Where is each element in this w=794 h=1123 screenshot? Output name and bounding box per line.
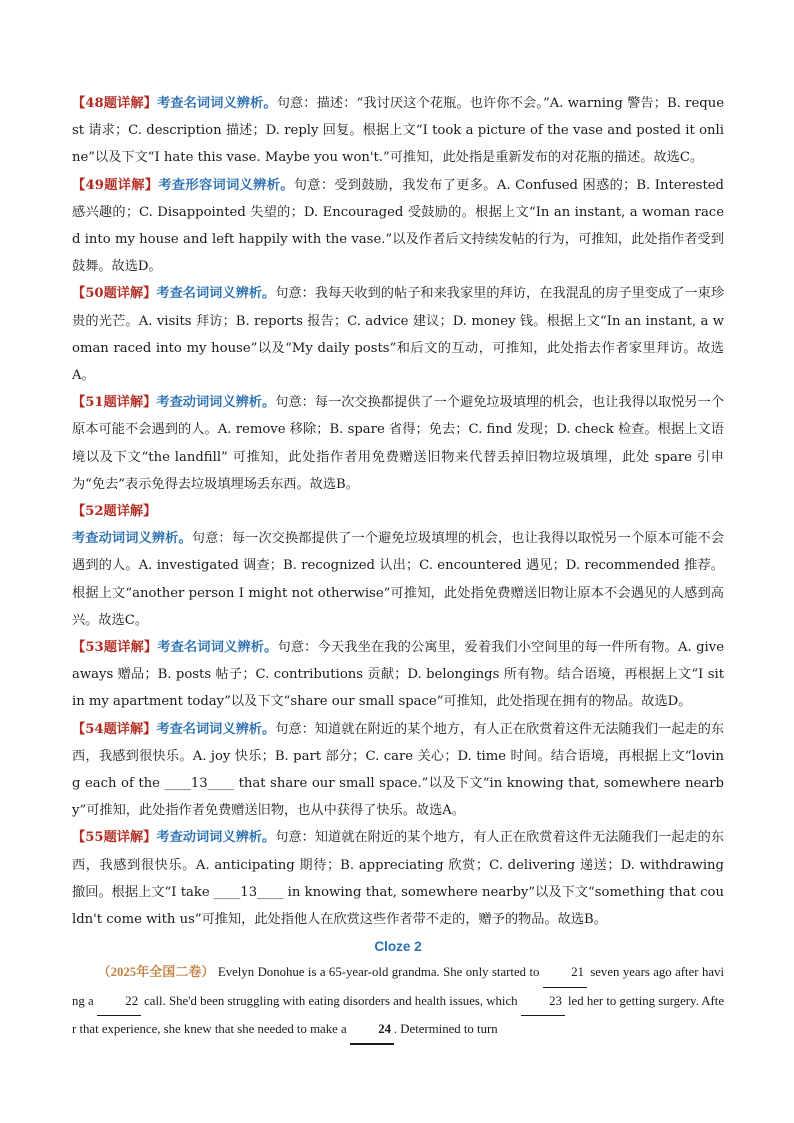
- item-body: 句意：今天我坐在我的公寓里，爱着我们小空间里的每一件所有物。A. giveaways 赠品；B. posts 帖子；C. contributions 贡献；D. belongings 所有物。结合语境，再根据上文“I sit in my apartment today”以及下文“share our small space”可推知，此处指现在拥有的物品。故选D。: [72, 640, 724, 710]
- blank-22: 22: [97, 988, 141, 1016]
- explanation-51: [72, 389, 724, 498]
- explanation-52: [72, 525, 724, 634]
- item-tag: 【54题详解】: [72, 721, 157, 737]
- item-tag: 【50题详解】: [72, 286, 157, 302]
- cloze-text: . Determined to turn: [393, 1021, 498, 1036]
- item-tag: 【48题详解】: [72, 96, 157, 111]
- explanation-52-heading: [72, 498, 724, 525]
- blank-24: 24: [350, 1016, 394, 1045]
- explanation-54: [72, 716, 724, 825]
- item-lead: 考查动词词义辨析。: [72, 531, 192, 547]
- cloze-text: led her to getting surgery. After that experience, she knew that she needed to make a: [72, 993, 725, 1036]
- cloze-text: Evelyn Donohue is a 65-year-old grandma. She only started to: [217, 965, 540, 980]
- item-body: 句意：每一次交换都提供了一个避免垃圾填埋的机会，也让我得以取悦另一个原本可能不会遇到的人。A. remove 移除；B. spare 省得；免去；C. find 发现；D. check 检查。根据上文语境以及下文“the landfill” 可推知，此处指作者用免费赠送旧物来代替丢掉旧物垃圾填埋，此处 spare 引申为“免去”表示免得去垃圾填埋场丢东西。故选B。: [72, 395, 724, 492]
- item-body: 句意：描述：“我讨厌这个花瓶。也许你不会。”A. warning 警告；B. request 请求；C. description 描述；D. reply 回复。根据上文“I took a picture of the vase and posted it online”以及下文“I hate this vase. Maybe you won't.”可推知，此处指是重新发布的对花瓶的描述。故选C。: [72, 96, 724, 166]
- cloze-passage: [72, 959, 724, 1045]
- item-tag: 【51题详解】: [72, 395, 157, 411]
- item-lead: 考查名词词义辨析。: [156, 286, 276, 302]
- item-lead: 考查动词词义辨析。: [156, 830, 276, 846]
- item-body: 句意：知道就在附近的某个地方，有人正在欣赏着这件无法随我们一起走的东西，我感到很快乐。A. joy 快乐；B. part 部分；C. care 关心；D. time 时间。结合语境，再根据上文“loving each of the ____13____ that share our small space.”以及下文“in knowing that, somewhere nearby”可推知，此处指作者免费赠送旧物，也从中获得了快乐。故选A。: [72, 721, 724, 819]
- cloze-text: call. She'd been struggling with eating disorders and health issues, which: [144, 993, 518, 1008]
- cloze-text: seven years ago after having a: [72, 965, 725, 1008]
- item-lead: 考查名词词义辨析。: [156, 721, 276, 737]
- explanation-48: [72, 90, 724, 172]
- item-lead: 考查动词词义辨析。: [156, 395, 276, 411]
- explanation-53: [72, 634, 724, 716]
- cloze-source: （2025年全国二卷）: [97, 965, 215, 980]
- blank-23: 23: [521, 988, 565, 1016]
- explanation-49: [72, 172, 724, 281]
- item-lead: 考查形容词词义辨析。: [158, 177, 294, 193]
- item-lead: 考查名词词义辨析。: [157, 640, 278, 656]
- item-tag: 【49题详解】: [72, 177, 159, 193]
- item-body: 句意：我每天收到的帖子和来我家里的拜访，在我混乱的房子里变成了一束珍贵的光芒。A. visits 拜访；B. reports 报告；C. advice 建议；D. money 钱。根据上文“In an instant, a woman raced into my house”以及“My daily posts”和后文的互动，可推知，此处指去作者家里拜访。故选A。: [72, 286, 724, 384]
- cloze-title: Cloze 2: [374, 939, 422, 955]
- item-body: 句意：每一次交换都提供了一个避免垃圾填埋的机会，也让我得以取悦另一个原本可能不会遇到的人。A. investigated 调查；B. recognized 认出；C. encountered 遇见；D. recommended 推荐。根据上文“another person I might not otherwise”可推知，此处指免费赠送旧物让原本不会遇见的人感到高兴。故选C。: [72, 531, 725, 628]
- item-body: 句意：受到鼓励，我发布了更多。A. Confused 困惑的；B. Interested 感兴趣的；C. Disappointed 失望的；D. Encouraged 受鼓励的。根据上文“In an instant, a woman raced into my house and left happily with the vase.”以及作者后文持续发帖的行为，可推知，此处指作者受到鼓舞。故选D。: [72, 177, 724, 275]
- item-tag: 【53题详解】: [72, 640, 158, 656]
- explanation-50: [72, 280, 724, 389]
- document-page: [72, 90, 724, 1045]
- item-tag: 【52题详解】: [72, 504, 157, 520]
- explanation-55: [72, 824, 724, 933]
- item-tag: 【55题详解】: [72, 830, 157, 846]
- item-lead: 考查名词词义辨析。: [156, 96, 277, 111]
- blank-21: 21: [543, 959, 587, 987]
- item-body: 句意：知道就在附近的某个地方，有人正在欣赏着这件无法随我们一起走的东西，我感到很快乐。A. anticipating 期待；B. appreciating 欣赏；C. delivering 递送；D. withdrawing 撤回。根据上文“I take ____13____ in knowing that, somewhere nearby”以及下文“something that couldn't come with us”可推知，此处指他人在欣赏这些作者带不走的，赠予的物品。故选B。: [72, 830, 724, 928]
